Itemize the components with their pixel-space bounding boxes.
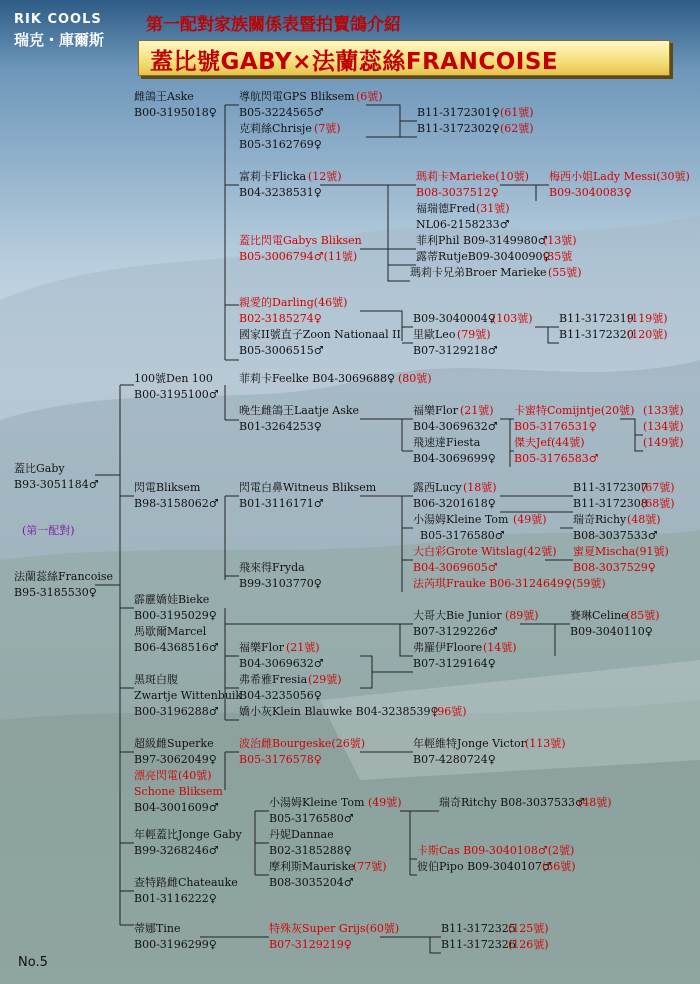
pedigree-entry: B05-3224565♂ [239,106,324,119]
pedigree-entry: 瑞奇Richy [573,513,627,526]
pedigree-entry: B11-3172319 [559,312,634,325]
pedigree-entry: B00-3195018♀ [134,106,217,119]
pedigree-entry: B07-3129226♂ [413,625,498,638]
pedigree-entry: 超級雌Superke [134,737,214,750]
pedigree-entry: (49號) [368,796,402,809]
pedigree-entry: 大白彩Grote Witslag(42號) [413,545,557,558]
pedigree-entry: 100號Den 100 [134,372,213,385]
pedigree-entry: B01-3264253♀ [239,420,322,433]
pedigree-entry: B05-3162769♀ [239,138,322,151]
pedigree-entry: 瑪莉卡Marieke(10號) [416,170,529,183]
pedigree-entry: B11-3172325 [441,922,516,935]
pedigree-entry: 飛速達Fiesta [413,436,481,449]
pedigree-entry: B02-3185274♀ [239,312,322,325]
pedigree-entry: B00-3195029♀ [134,609,217,622]
pedigree-entry: (68號) [641,497,675,510]
pedigree-entry: (18號) [463,481,497,494]
pedigree-entry: (119號) [627,312,668,325]
pedigree-entry: B08-3037529♀ [573,561,656,574]
pedigree-entry: B00-3196288♂ [134,705,219,718]
pedigree-entry: 法芮琪Frauke B06-3124649♀(59號) [413,577,606,590]
pedigree-entry: 里歐Leo [413,328,456,341]
pedigree-entry: 摩利斯Mauriske [269,860,355,873]
brand-name-chinese: 瑞克・庫爾斯 [14,31,105,49]
pedigree-entry: 傑夫Jef(44號) [514,436,585,449]
pedigree-entry: (85號) [626,609,660,622]
pedigree-entry: (7號) [314,122,341,135]
pedigree-entry: B11-3172307 [573,481,648,494]
pedigree-entry: 雌鴿王Aske [134,90,194,103]
pedigree-entry: NL06-2158233♂ [416,218,510,231]
pedigree-entry: 露蒂RutjeB09-3040090♀ [416,250,551,263]
pedigree-entry: B00-3195100♂ [134,388,219,401]
pedigree-entry: B01-3116222♀ [134,892,217,905]
pedigree-entry: 波治雌Bourgeske(26號) [239,737,366,750]
pedigree-entry: (67號) [641,481,675,494]
pedigree-entry: B11-3172308 [573,497,648,510]
pedigree-entry: 彼伯Pipo B09-3040107♂ [417,860,552,873]
pedigree-entry: 特殊灰Super Grijs(60號) [269,922,400,935]
pedigree-entry: 蓋比Gaby [14,462,65,475]
pedigree-entry: B00-3196299♀ [134,938,217,951]
pedigree-entry: 蒂娜Tine [134,922,181,935]
pedigree-entry: 菲莉卡Feelke B04-3069688♀ [239,372,396,385]
pedigree-entry: B07-3129219♀ [269,938,352,951]
pedigree-entry: 丹妮Dannae [269,828,334,841]
pedigree-entry: B06-3201618♀ [413,497,496,510]
pedigree-entry: (49號) [513,513,547,526]
pedigree-entry: (12號) [308,170,342,183]
pedigree-entry: B05-3176580♂ [420,529,505,542]
pedigree-entry: (79號) [457,328,491,341]
pedigree-entry: 年輕蓋比Jonge Gaby [134,828,242,841]
pedigree-entry: Zwartje Wittenbuik [134,689,243,702]
pedigree-entry: (80號) [398,372,432,385]
pedigree-entry: (13號) [543,234,577,247]
pedigree-entry: B07-4280724♀ [413,753,496,766]
pedigree-entry: B11-3172320 [559,328,634,341]
pedigree-entry: 小湯姆Kleine Tom [269,796,365,809]
pedigree-entry: (21號) [286,641,320,654]
pedigree-entry: 富莉卡Flicka [239,170,307,183]
pedigree-entry: 福樂Flor [413,404,459,417]
pedigree-entry: B01-3116171♂ [239,497,324,510]
pedigree-entry: (77號) [353,860,387,873]
pedigree-entry: 瑞奇Ritchy B08-3037533♂ [439,796,585,809]
pedigree-entry: 霹靂嬌娃Bieke [134,593,210,606]
pedigree-entry: B05-3176580♂ [269,812,354,825]
pedigree-entry: 賽琳Celine [570,609,628,622]
pedigree-entry: (120號) [627,328,668,341]
pedigree-entry: B02-3185288♀ [269,844,352,857]
pedigree-entry: B09-3040083♀ [549,186,632,199]
pedigree-entry: B05-3176583♂ [514,452,599,465]
pedigree-entry: B04-3069605♂ [413,561,498,574]
pedigree-entry: B05-3176531♀ [514,420,597,433]
pedigree-entry: 克莉絲Chrisje [239,122,312,135]
pedigree-entry: (103號) [492,312,533,325]
pedigree-entry: B05-3176578♀ [239,753,322,766]
pedigree-entry: (113號) [525,737,566,750]
pedigree-entry: 法蘭蕊絲Francoise [14,570,113,583]
pedigree-entry: B04-3069699♀ [413,452,496,465]
brand-name-latin: RIK COOLS [14,12,102,27]
pedigree-entry: B11-3172302♀ [417,122,500,135]
pedigree-entry: B04-3238531♀ [239,186,322,199]
pedigree-entry: 親愛的Darling(46號) [239,296,348,309]
pedigree-entry: (55號) [548,266,582,279]
pedigree-entry: B04-3069632♂ [239,657,324,670]
pedigree-entry: 露西Lucy [413,481,462,494]
pedigree-entry: B04-3235056♀ [239,689,322,702]
pedigree-entry: B09-3040110♀ [570,625,653,638]
pedigree-entry: 閃電白鼻Witneus Bliksem [239,481,377,494]
pedigree-entry: 蓋比閃電Gabys Bliksen [239,234,362,247]
pedigree-entry: B05-3006515♂ [239,344,324,357]
pedigree-entry: Schone Bliksem [134,785,223,798]
page-title: 蓋比號GABY×法蘭蕊絲FRANCOISE [150,49,559,75]
pedigree-entry: (31號) [476,202,510,215]
pedigree-entry: 卡蜜特Comijntje(20號) [514,404,635,417]
pedigree-entry: 福樂Flor [239,641,285,654]
pedigree-entry: (48號) [627,513,661,526]
pedigree-entry: B06-4368516♂ [134,641,219,654]
pedigree-entry: (29號) [308,673,342,686]
pedigree-entry: (149號) [643,436,684,449]
pedigree-entry: 導航閃電GPS Bliksem [239,90,355,103]
pedigree-entry: B98-3158062♂ [134,497,219,510]
page-subtitle: 第一配對家族關係表暨拍賣鴿介紹 [146,15,401,35]
pedigree-entry: (125號) [508,922,549,935]
pedigree-entry: (48號) [578,796,612,809]
pedigree-entry: 大哥大Bie Junior [413,609,502,622]
pedigree-entry: B11-3172301♀ [417,106,500,119]
pedigree-entry: B04-3001609♂ [134,801,219,814]
pedigree-entry: 福瑞德Fred [416,202,476,215]
pedigree-entry: B08-3035204♂ [269,876,354,889]
pedigree-entry: 嬌小灰Klein Blauwke B04-3238539♀ [239,705,439,718]
pedigree-entry: (6號) [356,90,383,103]
pedigree-entry: 菲利Phil B09-3149980♂ [416,234,548,247]
pedigree-entry: (133號) [643,404,684,417]
pedigree-entry: (134號) [643,420,684,433]
pedigree-entry: B97-3062049♀ [134,753,217,766]
page-number: No.5 [18,955,48,970]
pedigree-entry: (62號) [500,122,534,135]
pedigree-entry: 梅西小姐Lady Messi(30號) [549,170,690,183]
pedigree-entry: 晚生雌鴿王Laatje Aske [239,404,360,417]
pedigree-entry: 飛來得Fryda [239,561,305,574]
pedigree-entry: (35號 [543,250,573,263]
pedigree-entry: (21號) [460,404,494,417]
pedigree-entry: 國家II號直子Zoon Nationaal II [239,328,401,341]
pedigree-entry: (61號) [500,106,534,119]
pedigree-entry: B08-3037533♂ [573,529,658,542]
pedigree-entry: B99-3268246♂ [134,844,219,857]
pedigree-entry: B95-3185530♀ [14,586,97,599]
pedigree-entry: 閃電Bliksem [134,481,201,494]
pedigree-entry: B99-3103770♀ [239,577,322,590]
pedigree-entry: (56號) [542,860,576,873]
pedigree-entry: B08-3037512♀ [416,186,499,199]
pedigree-entry: 弗羅伊Floore [413,641,483,654]
pedigree-entry: B05-3006794♂(11號) [239,250,358,263]
pedigree-entry: (126號) [508,938,549,951]
pedigree-entry: B04-3069632♂ [413,420,498,433]
pedigree-entry: B93-3051184♂ [14,478,99,491]
pedigree-entry: 查特路雌Chateauke [134,876,238,889]
pedigree-entry: 黑斑白腹 [134,673,178,686]
pedigree-entry: 年輕維特Jonge Victor [413,737,526,750]
pedigree-entry: (第一配對) [22,524,75,537]
pedigree-entry: B07-3129164♀ [413,657,496,670]
pedigree-entry: 漂亮閃電(40號) [134,769,212,782]
pedigree-entry: (96號) [433,705,467,718]
pedigree-entry: 弗希雅Fresia [239,673,308,686]
pedigree-entry: B11-3172326 [441,938,516,951]
pedigree-entry: 馬歇爾Marcel [134,625,207,638]
pedigree-entry: 卡斯Cas B09-3040108♂(2號) [417,844,575,857]
pedigree-entry: 小湯姆Kleine Tom [413,513,509,526]
pedigree-entry: B09-3040004♀ [413,312,496,325]
pedigree-entry: 蜜夏Mischa(91號) [573,545,669,558]
pedigree-entry: (89號) [505,609,539,622]
pedigree-entry: B07-3129218♂ [413,344,498,357]
pedigree-entry: (14號) [483,641,517,654]
pedigree-entry: 瑪莉卡兄弟Broer Marieke [410,266,547,279]
